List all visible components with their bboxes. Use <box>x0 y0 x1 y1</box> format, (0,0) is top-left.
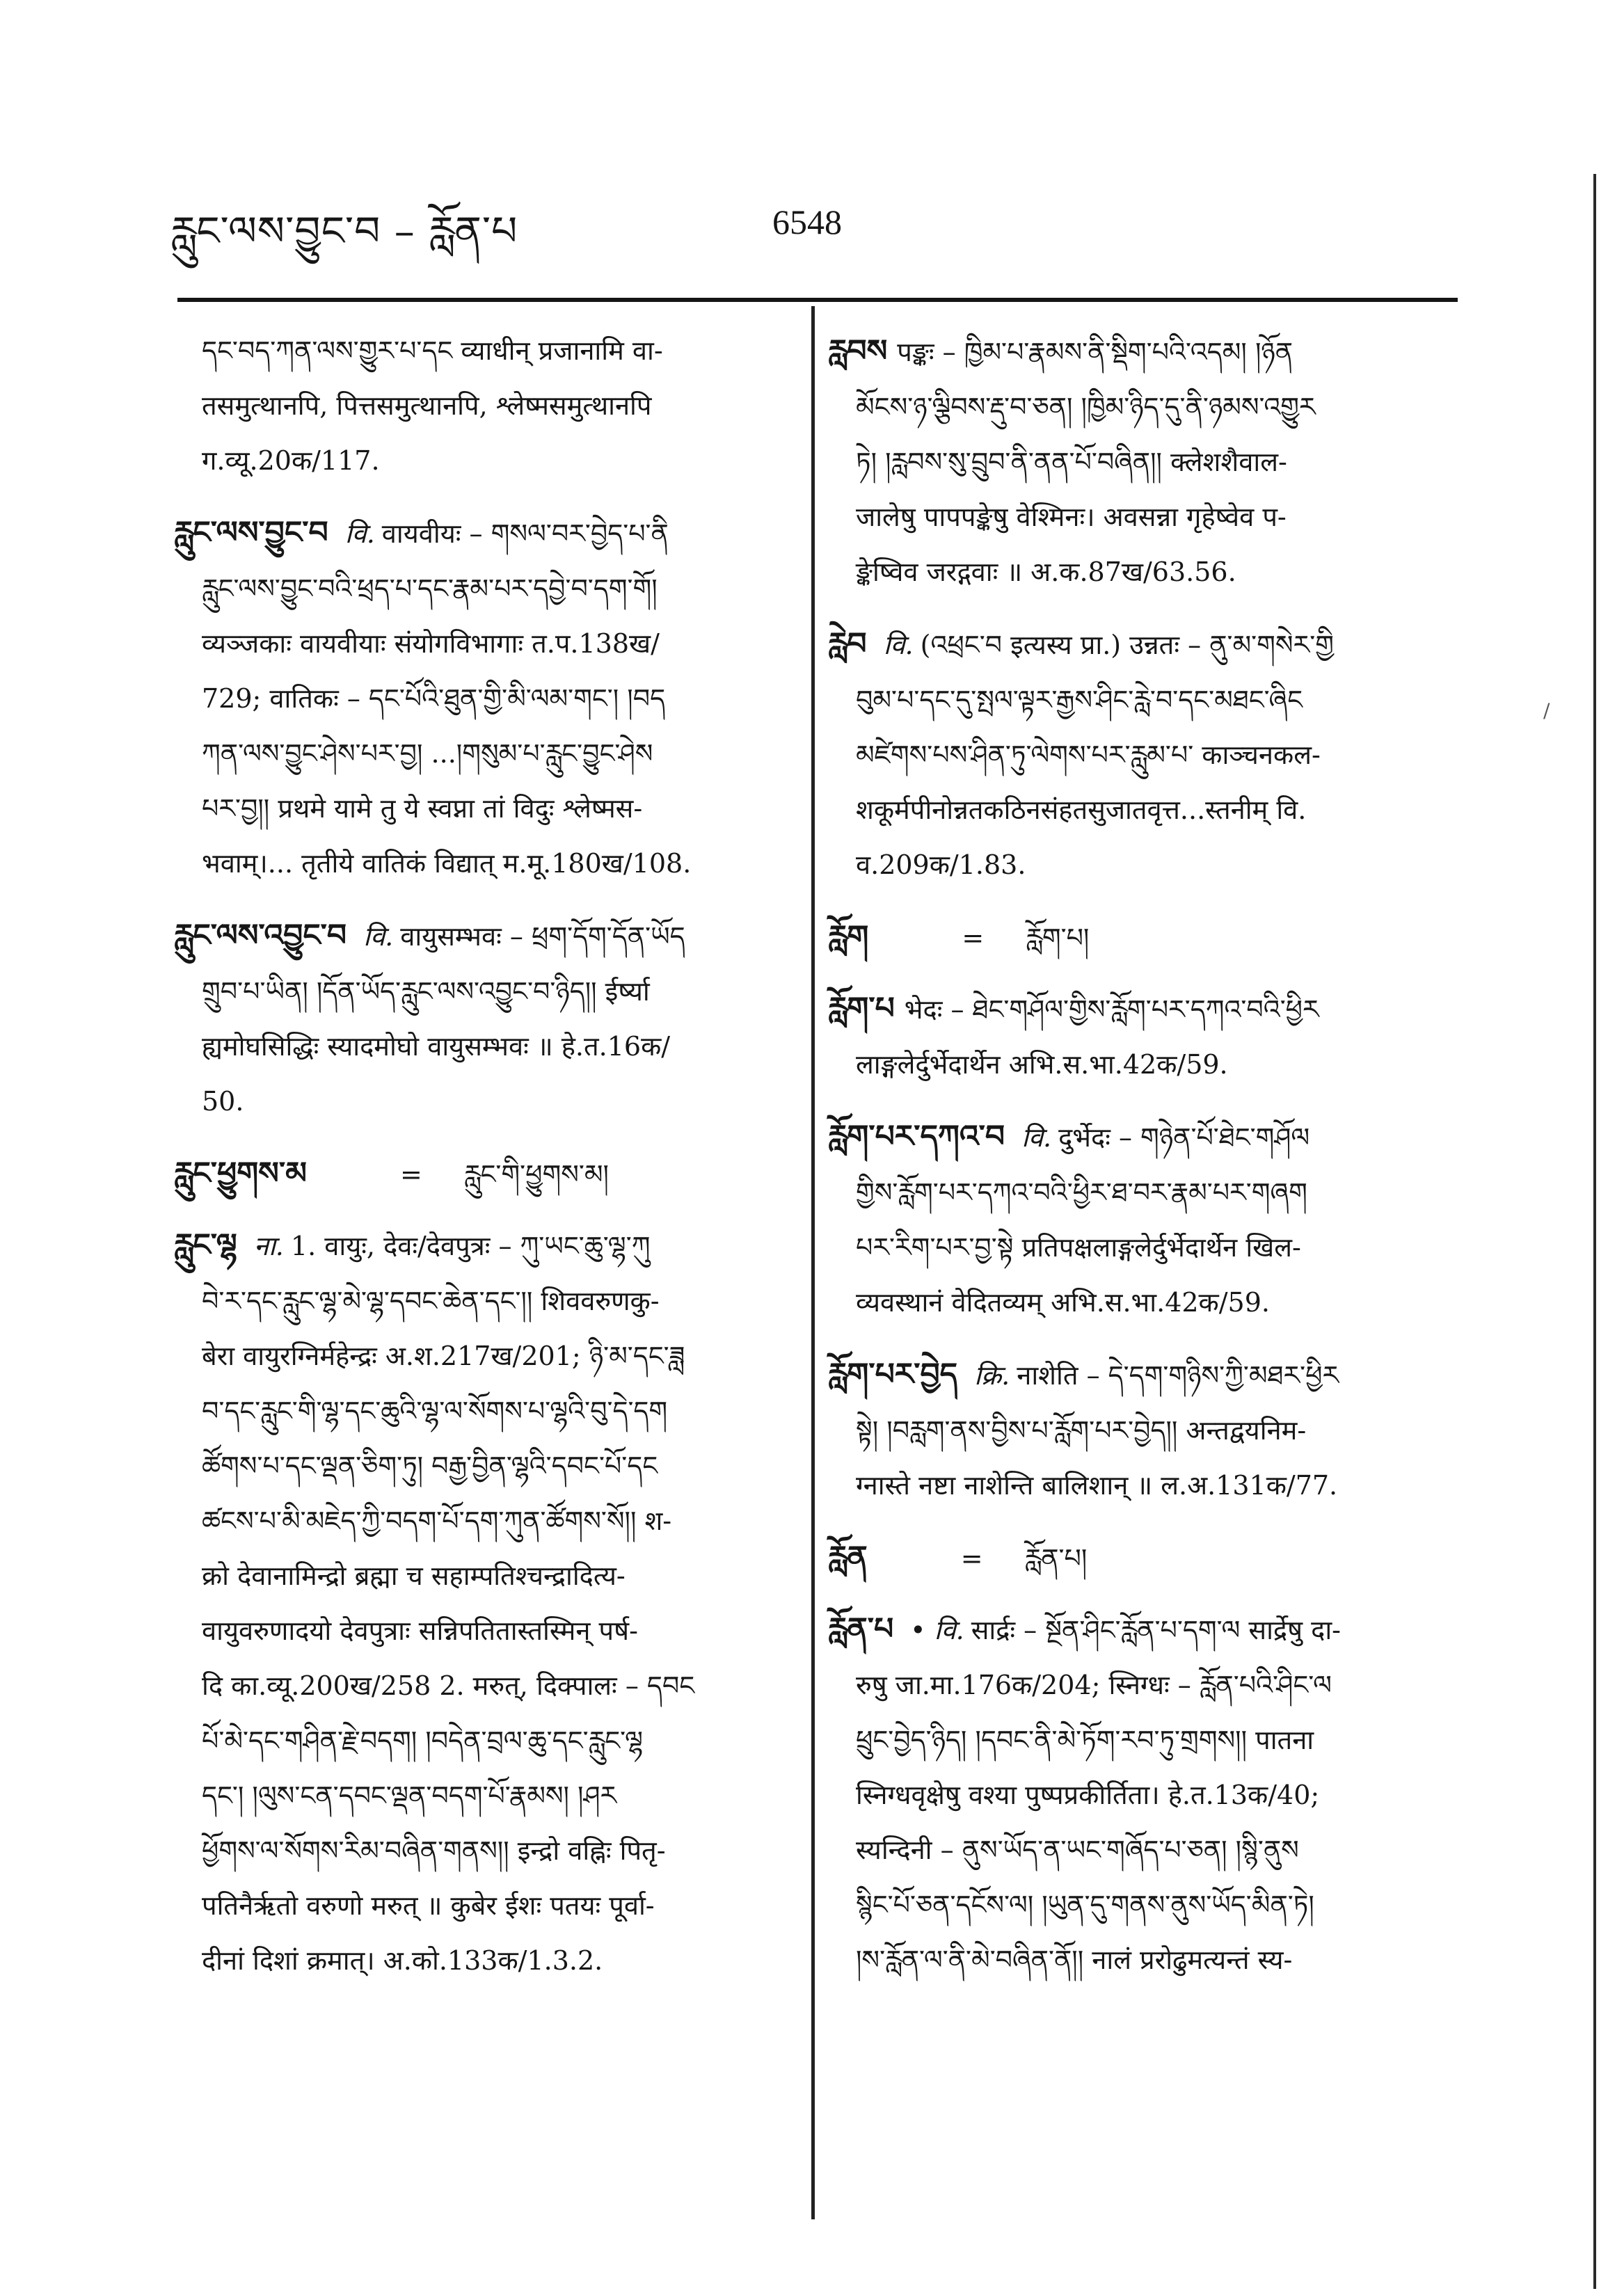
grammar-abbreviation: वि. <box>344 518 375 549</box>
entry-text: ग.व्यू.20क/117. <box>202 445 380 476</box>
entry-line <box>828 1403 1586 1458</box>
entry-line <box>828 981 1586 1037</box>
entry-text: सार्द्रः – སྔོན་ཤིང་རློན་པ་དག་ལ सार्द्रेषु दा- <box>971 1615 1342 1645</box>
entry-text: སྟེ། །བརླག་ནས་བྱིས་པ་རློག་པར་བྱེད།། अन्तद्वयनिम- <box>856 1415 1307 1446</box>
xref-headword: རློན <box>828 1540 868 1575</box>
entry-line <box>828 1878 1586 1933</box>
entry-text: पङ्कः – ཁྱིམ་པ་རྣམས་ནི་སྡིག་པའི་འདམ། །ཉོན <box>897 337 1293 367</box>
entry-text: དང་བད་ཀན་ལས་གྱུར་པ་དང व्याधीन् प्रजानामि वा- <box>202 335 663 366</box>
xref-headword: རློག <box>828 919 869 955</box>
entry-text: པོ་མེ་དང་གཤིན་རྗེ་བདག། །བདེན་བྲལ་ཆུ་དང་རླུང་ལྷ <box>202 1725 644 1756</box>
grammar-abbreviation: ना. <box>253 1231 284 1261</box>
dictionary-entry <box>828 1109 1586 1330</box>
headword: རློག་པར་དཀའ་བ <box>828 1119 1005 1154</box>
entry-line <box>174 1549 797 1604</box>
entry-line <box>174 1274 797 1329</box>
entry-line <box>174 1823 797 1878</box>
entry-line <box>828 435 1586 490</box>
entry-text: ཏེ། །རླབས་སུ་བྲུབ་ནི་ནན་པོ་བཞིན།། क्लेशशैवाल- <box>856 447 1287 477</box>
entry-line <box>174 378 797 433</box>
equals-sign: = <box>400 1159 422 1190</box>
headword: རླུང་ལས་བྱུང་བ <box>174 515 328 550</box>
cross-reference <box>174 1146 797 1202</box>
entry-text: །ས་རློན་ལ་ནི་མེ་བཞིན་ནོ།། नालं प्ररोढुमत्यन्तं स्य- <box>856 1945 1293 1975</box>
column-divider <box>811 306 815 2219</box>
entry-text: भेदः – ཐེང་གཤོལ་གྱིས་རློག་པར་དཀའ་བའི་ཕྱིར <box>904 994 1319 1025</box>
entry-line <box>828 1275 1586 1330</box>
entry-text: 1. वायुः, देवः/देवपुत्रः – ཀུ་ཡང་ཆུ་ལྷ་ཀུ <box>290 1231 651 1261</box>
entry-text: जालेषु पापपङ्केषु वेश्मिनः। अवसन्ना गृहेष्वेव प- <box>856 502 1287 532</box>
entry-text: པར་རིག་པར་བྱ་སྟེ प्रतिपक्षलाङ्गलेर्दुर्भेदार्थेन खिल- <box>856 1232 1301 1263</box>
page-number: 6548 <box>772 202 842 241</box>
cross-reference <box>828 1530 1586 1586</box>
entry-text: ग्नास्ते नष्टा नाशेन्ति बालिशान् ॥ ल.अ.131क/77. <box>856 1470 1338 1501</box>
entry-line <box>174 1384 797 1439</box>
entry-text: स्यन्दिनी – ནུས་ཡོད་ན་ཡང་གཞོད་པ་ཅན། །སྙི་ནུས <box>856 1835 1299 1865</box>
entry-text: तसमुत्थानपि, पित्तसमुत्थानपि, श्लेष्मसमुत्थानपि <box>202 390 652 421</box>
entry-text: लाङ्गलेर्दुर्भेदार्थेन अभि.स.भा.42क/59. <box>856 1049 1228 1080</box>
entry-line <box>174 1439 797 1494</box>
entry-line <box>174 505 797 561</box>
header-rule <box>177 298 1458 302</box>
entry-line <box>828 838 1586 893</box>
entry-text: དང་། །ལུས་ངན་དབང་ལྡན་བདག་པོ་རྣམས། །ཤར <box>202 1780 617 1811</box>
entry-line <box>828 673 1586 728</box>
dictionary-entry <box>174 505 797 891</box>
entry-line <box>174 433 797 488</box>
entry-text: མཛེགས་པས་ཤིན་ཏུ་ལེགས་པར་རླུམ་པ་ काञ्चनकल- <box>856 740 1321 770</box>
dictionary-entry <box>828 1347 1586 1513</box>
entry-text: नाशेति – དེ་དག་གཉིས་ཀྱི་མཐར་ཕྱིར <box>1017 1360 1339 1391</box>
entry-line <box>828 1933 1586 1988</box>
entry-line <box>828 1109 1586 1165</box>
entry-line <box>174 1714 797 1769</box>
entry-line <box>174 964 797 1019</box>
grammar-abbreviation: • वि. <box>910 1615 964 1645</box>
entry-text: གྱིས་རློག་པར་དཀའ་བའི་ཕྱིར་ཐ་བར་རྣམ་པར་གཞག <box>856 1177 1307 1208</box>
grammar-abbreviation: वि. <box>363 921 394 952</box>
entry-line <box>828 1768 1586 1823</box>
entry-text: པར་བྱ།། प्रथमे यामे तु ये स्वप्ना तां विदुः श्लेष्मस- <box>202 793 643 824</box>
running-head: རླུང་ལས་བྱུང་བ – རློན་པ <box>170 207 518 255</box>
entry-text: ह्यमोघसिद्धिः स्यादमोघो वायुसम्भवः ॥ हे.त.16क/ <box>202 1031 671 1062</box>
headword: རློན་པ <box>828 1611 894 1647</box>
dictionary-entry <box>828 981 1586 1092</box>
entry-line <box>828 783 1586 838</box>
xref-target: རླུང་གི་ཕྱུགས་མ། <box>463 1159 609 1190</box>
entry-text: व्यञ्जकाः वायवीयाः संयोगविभागाः त.प.138ख/ <box>202 628 660 659</box>
entry-line <box>174 908 797 964</box>
entry-line <box>828 324 1586 380</box>
page-edge-line <box>1593 174 1596 2289</box>
entry-line <box>174 1933 797 1988</box>
margin-tick: / <box>1543 699 1550 722</box>
entry-text: व.209क/1.83. <box>856 849 1026 880</box>
entry-text: बेरा वायुरग्निर्महेन्द्रः अ.श.217ख/201; ཉི་མ་དང་ཟླ <box>202 1341 685 1371</box>
dictionary-entry <box>174 1218 797 1988</box>
entry-line <box>828 490 1586 545</box>
entry-line <box>174 671 797 726</box>
entry-text: क्रो देवानामिन्द्रो ब्रह्मा च सहाम्पतिश्चन्द्रादित्य- <box>202 1560 626 1591</box>
entry-text: སྙིང་པོ་ཅན་དངོས་ལ། །ཡུན་དུ་གནས་ནུས་ཡོད་མིན་ཏེ། <box>856 1890 1314 1920</box>
entry-line <box>174 324 797 378</box>
equals-sign: = <box>962 923 985 953</box>
entry-line <box>828 1458 1586 1513</box>
entry-text: वायुवरुणादयो देवपुत्राः सन्निपतितास्तस्मिन् पर्ष- <box>202 1615 638 1646</box>
right-column <box>828 324 1586 2004</box>
entry-text: མོངས་ཉ་ལྕིབས་རྡུ་བ་ཅན། །ཁྱིམ་ཉིད་དུ་ནི་ཉམས་འགྱུར <box>856 392 1316 422</box>
entry-line <box>828 1347 1586 1403</box>
headword: རླེབ <box>828 626 867 662</box>
headword: རླུང་ལྷ <box>174 1227 237 1263</box>
entry-text: व्यवस्थानं वेदितव्यम् अभि.स.भा.42क/59. <box>856 1287 1270 1318</box>
xref-target: རློན་པ། <box>1024 1543 1088 1574</box>
entry-text: पतिनैर्ऋतो वरुणो मरुत् ॥ कुबेर ईशः पतयः पूर्वा- <box>202 1890 655 1921</box>
grammar-abbreviation: वि. <box>883 630 914 660</box>
entry-text: (འཕྲང་བ इत्यस्य प्रा.) उन्नतः – ནུ་མ་གསེར་གྱི <box>920 630 1334 660</box>
headword: རླབས <box>828 333 888 369</box>
entry-line <box>174 1074 797 1129</box>
headword: རློག་པར་བྱེད <box>828 1357 958 1392</box>
entry-text: ཕྲུང་བྱེད་ཉིད། །དབང་ནི་མེ་ཏོག་རབ་ཏུ་གྲགས།། पातना <box>856 1725 1314 1755</box>
entry-line <box>174 836 797 891</box>
entry-text: वायवीयः – གསལ་བར་བྱེད་པ་ནི <box>381 518 669 549</box>
entry-line <box>174 726 797 781</box>
dictionary-entry <box>174 324 797 488</box>
entry-line <box>828 728 1586 783</box>
cross-reference <box>828 909 1586 966</box>
dictionary-entry <box>828 1602 1586 1988</box>
entry-line <box>828 1658 1586 1713</box>
entry-text: दि का.व्यू.200ख/258 2. मरुत्, दिक्पालः – དབང <box>202 1670 695 1701</box>
entry-line <box>174 781 797 836</box>
entry-line <box>828 1823 1586 1878</box>
entry-text: 50. <box>202 1086 244 1117</box>
entry-line <box>174 1878 797 1933</box>
entry-text: རླུང་ལས་བྱུང་བའི་ཕྲད་པ་དང་རྣམ་པར་དབྱེ་བ་དག་གོ། <box>202 573 658 604</box>
dictionary-entry <box>828 616 1586 893</box>
grammar-abbreviation: वि. <box>1021 1122 1052 1153</box>
entry-line <box>174 1019 797 1074</box>
entry-text: ཕྱོགས་ལ་སོགས་རིམ་བཞིན་གནས།། इन्द्रो वह्निः पितृ- <box>202 1835 666 1866</box>
entry-line <box>174 1659 797 1714</box>
xref-headword: རླུང་ཕྱུགས་མ <box>174 1156 308 1191</box>
entry-text: བེ་ར་དང་རླུང་ལྷ་མེ་ལྷ་དབང་ཆེན་དང་།། शिववरुणकु- <box>202 1286 660 1316</box>
entry-line <box>828 1037 1586 1092</box>
equals-sign: = <box>960 1543 983 1574</box>
grammar-abbreviation: क्रि. <box>974 1360 1010 1391</box>
entry-text: ཚངས་པ་མི་མཇེད་ཀྱི་བདག་པོ་དག་ཀུན་ཚོགས་སོ།། श- <box>202 1506 672 1536</box>
entry-line <box>828 1713 1586 1768</box>
entry-line <box>174 1494 797 1549</box>
entry-text: शकूर्मपीनोन्नतकठिनसंहतसुजातवृत्त...स्तनीम् वि. <box>856 795 1307 825</box>
entry-line <box>828 616 1586 673</box>
headword: རློག་པ <box>828 991 895 1026</box>
entry-line <box>828 1165 1586 1220</box>
entry-line <box>174 616 797 671</box>
entry-line <box>174 1604 797 1659</box>
entry-text: रुषु जा.मा.176क/204; स्निग्धः – རློན་པའི་ཤིང་ལ <box>856 1670 1332 1700</box>
left-column <box>174 324 797 2005</box>
entry-text: ཚོགས་པ་དང་ལྡན་ཅིག་ཏུ། བརྒྱ་བྱིན་ལྷའི་དབང་པོ་དང <box>202 1451 658 1481</box>
entry-text: वायुसम्भवः – ཕྲག་དོག་དོན་ཡོད <box>400 921 685 952</box>
entry-text: स्निग्धवृक्षेषु वश्या पुष्पप्रकीर्तिता। हे.त.13क/40; <box>856 1780 1320 1810</box>
entry-text: གྲུབ་པ་ཡིན། །དོན་ཡོད་རླུང་ལས་འབྱུང་བ་ཉིད།། ईर्ष्या <box>202 976 650 1007</box>
xref-target: རློག་པ། <box>1026 923 1090 953</box>
entry-line <box>174 1769 797 1823</box>
entry-line <box>828 1220 1586 1275</box>
entry-text: ཀན་ལས་བྱུང་ཤེས་པར་བྱ། ...།གསུམ་པ་རླུང་བྱུང་ཤེས <box>202 738 653 769</box>
entry-text: བུམ་པ་དང་དུ་སྤལ་ལྟར་རྒྱས་ཤིང་རླེ་བ་དང་མཐང་ཞིང <box>856 685 1303 715</box>
entry-line <box>174 1329 797 1384</box>
entry-line <box>174 561 797 616</box>
dictionary-entry <box>174 908 797 1129</box>
entry-line <box>174 1218 797 1274</box>
entry-line <box>828 380 1586 435</box>
entry-text: བ་དང་རླུང་གི་ལྷ་དང་ཆུའི་ལྷ་ལ་སོགས་པ་ལྷའི་བུ་དེ་དག <box>202 1396 668 1426</box>
entry-line <box>828 545 1586 600</box>
dictionary-entry <box>828 324 1586 600</box>
entry-line <box>828 1602 1586 1658</box>
entry-text: दीनां दिशां क्रमात्। अ.को.133क/1.3.2. <box>202 1945 603 1976</box>
entry-text: दुर्भेदः – གཉེན་པོ་ཐེང་གཤོལ <box>1058 1122 1310 1153</box>
entry-text: 729; वातिकः – དང་པོའི་ཐུན་གྱི་མི་ལམ་གང་། །བད <box>202 683 666 714</box>
entry-text: ङ्केष्विव जरद्गवाः ॥ अ.क.87ख/63.56. <box>856 557 1236 587</box>
headword: རླུང་ལས་འབྱུང་བ <box>174 918 347 953</box>
entry-text: भवाम्।... तृतीये वातिकं विद्यात् म.मू.180ख/108. <box>202 848 692 879</box>
